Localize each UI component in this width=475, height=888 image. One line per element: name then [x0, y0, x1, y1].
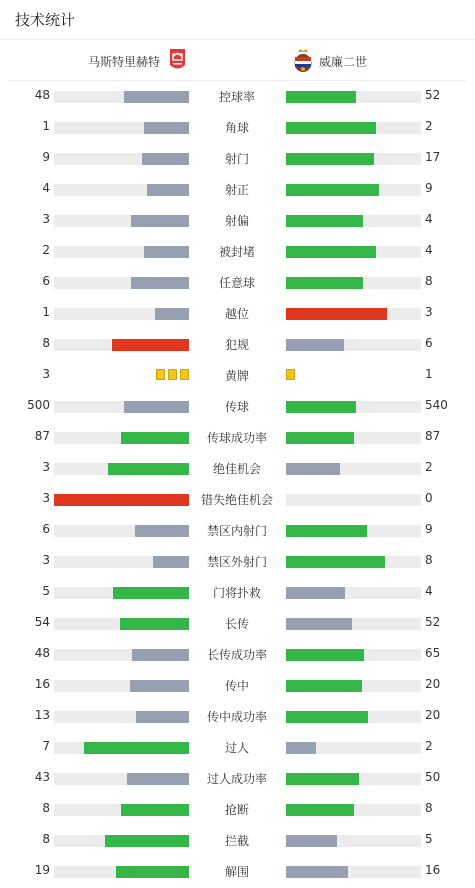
away-stat-bar-track: [286, 680, 421, 692]
home-stat-bar-fill: [116, 866, 189, 878]
home-stat-bar-fill: [132, 649, 189, 661]
stat-row: [0, 205, 475, 236]
home-stat-bar-track: [54, 618, 189, 630]
home-stat-value: 8: [42, 336, 50, 350]
stat-label: 传中成功率: [206, 710, 267, 724]
stat-row: [0, 732, 475, 763]
away-stat-bar-track: [286, 432, 421, 444]
away-stat-bar-track: [286, 835, 421, 847]
home-stat-value: 43: [34, 770, 50, 784]
away-stat-value: 0: [425, 491, 433, 505]
stat-row: [0, 329, 475, 360]
home-stat-bar-track: [54, 184, 189, 196]
home-stat-bar-fill: [131, 277, 189, 289]
home-stat-bar-track: [54, 711, 189, 723]
away-stat-value: 52: [425, 615, 441, 629]
home-stat-bar-track: [54, 122, 189, 134]
away-stat-value: 4: [425, 212, 433, 226]
away-stat-bar-track: [286, 649, 421, 661]
stat-row: [0, 763, 475, 794]
home-stat-bar-fill: [108, 463, 189, 475]
home-stat-bar-track: [54, 432, 189, 444]
away-stat-bar-fill: [286, 339, 344, 351]
home-stat-value: 3: [42, 460, 50, 474]
home-stat-bar-track: [54, 866, 189, 878]
home-stat-bar-fill: [124, 401, 189, 413]
stat-label: 抢断: [224, 803, 249, 817]
home-stat-bar-fill: [131, 215, 189, 227]
away-stat-value: 1: [425, 367, 433, 381]
away-stat-value: 6: [425, 336, 433, 350]
home-stat-bar-fill: [135, 525, 189, 537]
stat-label: 传球: [224, 400, 249, 414]
away-stat-bar-track: [286, 91, 421, 103]
home-stat-bar-fill: [105, 835, 189, 847]
home-stat-bar-fill: [130, 680, 189, 692]
home-stat-value: 87: [34, 429, 50, 443]
home-stat-value: 16: [34, 677, 50, 691]
stat-label: 过人: [224, 741, 249, 755]
away-stat-value: 9: [425, 522, 433, 536]
home-stat-value: 500: [27, 398, 50, 412]
home-stat-bar-track: [54, 494, 189, 506]
home-stat-value: 3: [42, 367, 50, 381]
home-stat-bar-track: [54, 556, 189, 568]
home-stat-value: 8: [42, 832, 50, 846]
home-stat-bar-track: [54, 587, 189, 599]
home-stat-bar-track: [54, 277, 189, 289]
stat-label: 门将扑救: [212, 586, 261, 600]
home-stat-bar-track: [54, 339, 189, 351]
away-stat-bar-fill: [286, 122, 376, 134]
home-stat-value: 5: [42, 584, 50, 598]
home-stat-bar-track: [54, 308, 189, 320]
away-stat-bar-track: [286, 711, 421, 723]
away-stat-value: 20: [425, 677, 441, 691]
away-stat-bar-fill: [286, 277, 363, 289]
stat-row: [0, 670, 475, 701]
away-stat-bar-track: [286, 308, 421, 320]
stat-row: [0, 608, 475, 639]
stat-row: [0, 639, 475, 670]
home-stat-bar-track: [54, 680, 189, 692]
away-stat-bar-track: [286, 525, 421, 537]
home-stat-bar-track: [54, 153, 189, 165]
away-stat-bar-track: [286, 556, 421, 568]
stat-row: [0, 112, 475, 143]
stat-row: [0, 515, 475, 546]
stat-label: 射正: [224, 183, 249, 197]
yellow-card-icon: [180, 369, 189, 380]
away-stat-value: 8: [425, 801, 433, 815]
stat-row: [0, 794, 475, 825]
stat-row: [0, 577, 475, 608]
home-stat-bar-track: [54, 742, 189, 754]
away-stat-bar-track: [286, 277, 421, 289]
away-stat-value: 20: [425, 708, 441, 722]
away-stat-value: 3: [425, 305, 433, 319]
stat-row: [0, 298, 475, 329]
stat-row: [0, 453, 475, 484]
away-stat-value: 540: [425, 398, 448, 412]
home-stat-bar-track: [54, 773, 189, 785]
stat-label: 黄牌: [224, 369, 249, 383]
willem-ii-crest-icon[interactable]: [293, 48, 313, 73]
yellow-card-icon: [168, 369, 177, 380]
away-stat-bar-fill: [286, 184, 379, 196]
away-yellow-cards: [286, 369, 295, 380]
stat-label: 错失绝佳机会: [200, 493, 273, 507]
stat-row: [0, 267, 475, 298]
home-stat-bar-fill: [121, 432, 189, 444]
home-stat-bar-track: [54, 525, 189, 537]
away-stat-value: 17: [425, 150, 441, 164]
home-stat-value: 6: [42, 274, 50, 288]
away-stat-bar-fill: [286, 804, 354, 816]
yellow-card-icon: [156, 369, 165, 380]
away-stat-bar-track: [286, 463, 421, 475]
away-stat-bar-fill: [286, 246, 376, 258]
stat-row: [0, 360, 475, 391]
home-stat-value: 13: [34, 708, 50, 722]
home-stat-bar-fill: [144, 246, 189, 258]
away-stat-bar-fill: [286, 742, 316, 754]
away-stat-bar-fill: [286, 835, 337, 847]
stat-label: 被封堵: [218, 245, 255, 259]
home-stat-bar-track: [54, 649, 189, 661]
stat-row: [0, 143, 475, 174]
stat-label: 射偏: [224, 214, 249, 228]
away-stat-bar-track: [286, 494, 421, 506]
away-stat-bar-fill: [286, 215, 363, 227]
stat-row: [0, 701, 475, 732]
home-stat-value: 9: [42, 150, 50, 164]
away-stat-value: 8: [425, 274, 433, 288]
away-stat-value: 2: [425, 739, 433, 753]
home-stat-bar-track: [54, 215, 189, 227]
stat-label: 过人成功率: [206, 772, 267, 786]
away-stat-bar-track: [286, 153, 421, 165]
away-stat-bar-fill: [286, 463, 340, 475]
away-stat-bar-fill: [286, 525, 367, 537]
away-team-name[interactable]: 威廉二世: [319, 55, 368, 69]
away-stat-bar-track: [286, 742, 421, 754]
stat-label: 越位: [224, 307, 249, 321]
stat-label: 角球: [224, 121, 249, 135]
stat-label: 控球率: [218, 90, 255, 104]
stat-row: [0, 484, 475, 515]
away-stat-bar-track: [286, 339, 421, 351]
home-team-name[interactable]: 马斯特里赫特: [87, 55, 160, 69]
home-stat-bar-track: [54, 246, 189, 258]
away-stat-bar-fill: [286, 680, 362, 692]
home-stat-bar-track: [54, 804, 189, 816]
home-stat-bar-track: [54, 463, 189, 475]
away-stat-bar-fill: [286, 587, 345, 599]
home-stat-bar-fill: [153, 556, 189, 568]
stat-row: [0, 422, 475, 453]
away-stat-value: 16: [425, 863, 441, 877]
mvv-crest-icon[interactable]: [169, 48, 186, 72]
home-stat-bar-fill: [142, 153, 189, 165]
away-stat-bar-fill: [286, 773, 359, 785]
away-stat-value: 52: [425, 88, 441, 102]
home-stat-value: 6: [42, 522, 50, 536]
away-stat-bar-track: [286, 246, 421, 258]
away-stat-value: 4: [425, 584, 433, 598]
stat-row: [0, 546, 475, 577]
teams-header: [8, 40, 467, 81]
away-stat-value: 9: [425, 181, 433, 195]
away-stat-value: 65: [425, 646, 441, 660]
stat-label: 解围: [224, 865, 249, 879]
home-stat-value: 7: [42, 739, 50, 753]
home-stat-value: 19: [34, 863, 50, 877]
away-stat-value: 4: [425, 243, 433, 257]
home-stat-value: 2: [42, 243, 50, 257]
home-stat-value: 4: [42, 181, 50, 195]
stat-label: 任意球: [218, 276, 255, 290]
home-stat-bar-track: [54, 91, 189, 103]
away-stat-value: 5: [425, 832, 433, 846]
home-stat-bar-fill: [84, 742, 189, 754]
away-stat-bar-track: [286, 587, 421, 599]
home-stat-bar-fill: [112, 339, 189, 351]
away-stat-bar-fill: [286, 91, 356, 103]
away-stat-bar-fill: [286, 649, 364, 661]
stat-row: [0, 825, 475, 856]
away-stat-bar-fill: [286, 556, 385, 568]
away-stat-bar-fill: [286, 618, 352, 630]
home-stat-bar-fill: [120, 618, 189, 630]
stat-label: 禁区内射门: [206, 524, 267, 538]
stats-list: [0, 81, 475, 887]
home-stat-bar-fill: [124, 91, 189, 103]
away-stat-bar-track: [286, 215, 421, 227]
home-stat-value: 3: [42, 553, 50, 567]
stat-label: 传球成功率: [206, 431, 267, 445]
away-stat-bar-fill: [286, 153, 374, 165]
away-stat-bar-track: [286, 618, 421, 630]
away-stat-value: 8: [425, 553, 433, 567]
section-title: 技术统计: [15, 11, 76, 29]
yellow-card-icon: [286, 369, 295, 380]
stat-label: 长传成功率: [206, 648, 267, 662]
home-stat-bar-fill: [144, 122, 189, 134]
home-yellow-cards: [156, 369, 189, 380]
stat-label: 传中: [224, 679, 249, 693]
away-stat-bar-track: [286, 122, 421, 134]
home-stat-bar-fill: [121, 804, 189, 816]
away-stat-bar-fill: [286, 432, 354, 444]
away-stat-value: 2: [425, 119, 433, 133]
away-stat-bar-fill: [286, 401, 356, 413]
home-stat-value: 54: [34, 615, 50, 629]
home-stat-bar-fill: [155, 308, 189, 320]
away-stat-bar-track: [286, 184, 421, 196]
home-stat-value: 48: [34, 646, 50, 660]
away-stat-bar-track: [286, 866, 421, 878]
away-stat-bar-fill: [286, 866, 348, 878]
home-stat-value: 1: [42, 305, 50, 319]
home-stat-bar-fill: [54, 494, 189, 506]
stat-row: [0, 856, 475, 887]
section-header: [0, 0, 475, 40]
away-stat-bar-fill: [286, 308, 387, 320]
home-stat-value: 48: [34, 88, 50, 102]
home-stat-value: 3: [42, 491, 50, 505]
away-stat-bar-fill: [286, 711, 368, 723]
home-stat-bar-track: [54, 401, 189, 413]
stat-label: 绝佳机会: [212, 462, 261, 476]
stat-label: 射门: [224, 152, 249, 166]
away-stat-bar-track: [286, 804, 421, 816]
stat-label: 禁区外射门: [206, 555, 267, 569]
stat-row: [0, 236, 475, 267]
stat-label: 长传: [224, 617, 249, 631]
home-stat-value: 1: [42, 119, 50, 133]
stat-label: 犯规: [224, 338, 249, 352]
stat-row: [0, 391, 475, 422]
home-stat-bar-fill: [147, 184, 189, 196]
stat-row: [0, 174, 475, 205]
home-stat-bar-fill: [136, 711, 189, 723]
home-stat-bar-fill: [127, 773, 189, 785]
away-stat-value: 2: [425, 460, 433, 474]
home-stat-value: 3: [42, 212, 50, 226]
away-stat-value: 50: [425, 770, 441, 784]
away-stat-bar-track: [286, 401, 421, 413]
stat-label: 拦截: [224, 834, 249, 848]
away-stat-bar-track: [286, 773, 421, 785]
away-stat-value: 87: [425, 429, 441, 443]
stat-row: [0, 81, 475, 112]
home-stat-bar-track: [54, 835, 189, 847]
home-stat-bar-fill: [113, 587, 189, 599]
home-stat-value: 8: [42, 801, 50, 815]
